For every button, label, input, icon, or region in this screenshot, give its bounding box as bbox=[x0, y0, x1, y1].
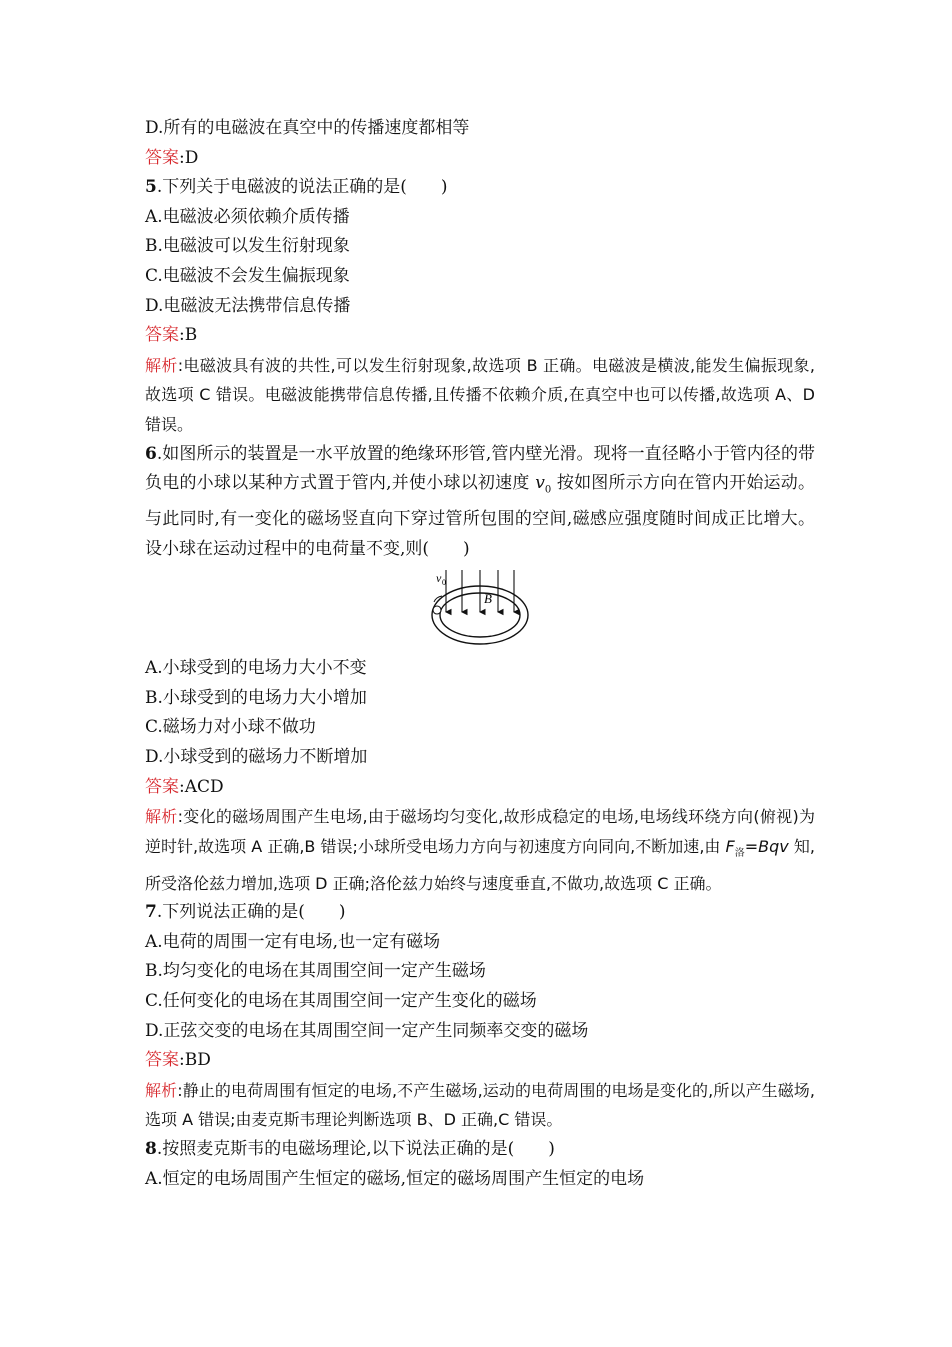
answer-value: :BD bbox=[179, 1050, 211, 1071]
question-text: .下列说法正确的是( ) bbox=[156, 902, 346, 923]
answer-label: 答案 bbox=[145, 325, 179, 346]
question-text: .下列关于电磁波的说法正确的是( ) bbox=[156, 177, 448, 198]
question-stem bbox=[145, 898, 815, 928]
explanation bbox=[145, 351, 815, 440]
question-text: .如图所示的装置是一水平放置的绝缘环形管,管内壁光滑。现将一直径略小于管内径的带负电的小球以某种方式置于管内,并使小球以初速度 bbox=[145, 443, 815, 494]
velocity-symbol: v bbox=[535, 473, 545, 494]
option-line: B.小球受到的电场力大小增加 bbox=[145, 687, 367, 708]
explanation-text: :电磁波具有波的共性,可以发生衍射现象,故选项 B 正确。电磁波是横波,能发生偏振现象,故选项 C 错误。电磁波能携带信息传播,且传播不依赖介质,在真空中也可以传播,故选项 A、D 错误。 bbox=[145, 355, 815, 434]
option-line: D.小球受到的磁场力不断增加 bbox=[145, 747, 368, 768]
answer-value: :ACD bbox=[179, 776, 224, 797]
answer-line bbox=[145, 1046, 815, 1076]
explanation-text: 知,所受洛伦兹力增加,选项 D 正确;洛伦兹力始终与速度垂直,不做功,故选项 C 正确。 bbox=[145, 836, 815, 893]
option-line: D.电磁波无法携带信息传播 bbox=[145, 295, 351, 316]
formula: =Bqv bbox=[744, 836, 789, 856]
option-line: D.正弦交变的电场在其周围空间一定产生同频率交变的磁场 bbox=[145, 1020, 589, 1041]
force-subscript: 洛 bbox=[734, 848, 745, 860]
document-content bbox=[145, 114, 815, 1194]
question-stem bbox=[145, 173, 815, 203]
explanation-text: :静止的电荷周围有恒定的电场,不产生磁场,运动的电荷周围的电场是变化的,所以产生磁场,选项 A 错误;由麦克斯韦理论判断选项 B、D 正确,C 错误。 bbox=[145, 1080, 815, 1130]
answer-value: :B bbox=[179, 325, 198, 346]
question-number: 8 bbox=[145, 1138, 157, 1159]
ring-tube-diagram bbox=[424, 566, 536, 648]
answer-line bbox=[145, 773, 815, 803]
answer-line bbox=[145, 144, 815, 174]
velocity-label: v bbox=[436, 571, 442, 586]
option-line: A.恒定的电场周围产生恒定的磁场,恒定的磁场周围产生恒定的电场 bbox=[145, 1168, 645, 1189]
answer-value: :D bbox=[179, 147, 199, 168]
answer-label: 答案 bbox=[145, 1050, 179, 1071]
velocity-label-subscript: 0 bbox=[442, 578, 446, 588]
answer-label: 答案 bbox=[145, 147, 179, 168]
question-number: 7 bbox=[145, 902, 157, 923]
option-line: C.电磁波不会发生偏振现象 bbox=[145, 265, 350, 286]
answer-line bbox=[145, 321, 815, 351]
option-line: D.所有的电磁波在真空中的传播速度都相等 bbox=[145, 118, 470, 138]
explanation bbox=[145, 1076, 815, 1135]
option-line: C.磁场力对小球不做功 bbox=[145, 717, 316, 738]
explanation-label: 解析 bbox=[145, 807, 178, 827]
question-number: 6 bbox=[145, 443, 157, 464]
option-line: A.电荷的周围一定有电场,也一定有磁场 bbox=[145, 931, 441, 952]
question-text: .按照麦克斯韦的电磁场理论,以下说法正确的是( ) bbox=[156, 1138, 555, 1159]
question-number: 5 bbox=[145, 177, 157, 198]
charged-ball bbox=[433, 606, 441, 614]
option-line: A.小球受到的电场力大小不变 bbox=[145, 658, 367, 679]
option-line: C.任何变化的电场在其周围空间一定产生变化的磁场 bbox=[145, 991, 537, 1012]
answer-label: 答案 bbox=[145, 776, 179, 797]
explanation-label: 解析 bbox=[145, 1080, 178, 1100]
question-stem bbox=[145, 440, 815, 565]
question-text: 按如图所示方向在管内开始运动。与此同时,有一变化的磁场竖直向下穿过管所包围的空间,磁感应强度随时间成正比增大。设小球在运动过程中的电荷量不变,则( ) bbox=[145, 473, 816, 559]
field-label: B bbox=[484, 591, 492, 607]
force-symbol: F bbox=[725, 836, 735, 856]
explanation-label: 解析 bbox=[145, 355, 178, 375]
option-line: A.电磁波必须依赖介质传播 bbox=[145, 206, 350, 227]
ring-tube-figure bbox=[145, 566, 815, 648]
option-line: B.电磁波可以发生衍射现象 bbox=[145, 236, 350, 257]
explanation bbox=[145, 802, 815, 898]
velocity-subscript: 0 bbox=[544, 484, 552, 496]
option-line: B.均匀变化的电场在其周围空间一定产生磁场 bbox=[145, 961, 486, 982]
explanation-text: :变化的磁场周围产生电场,由于磁场均匀变化,故形成稳定的电场,电场线环绕方向(俯视)为逆时针,故选项 A 正确,B 错误;小球所受电场力方向与初速度方向同向,不断加速,由 bbox=[145, 807, 815, 856]
question-stem bbox=[145, 1135, 815, 1165]
